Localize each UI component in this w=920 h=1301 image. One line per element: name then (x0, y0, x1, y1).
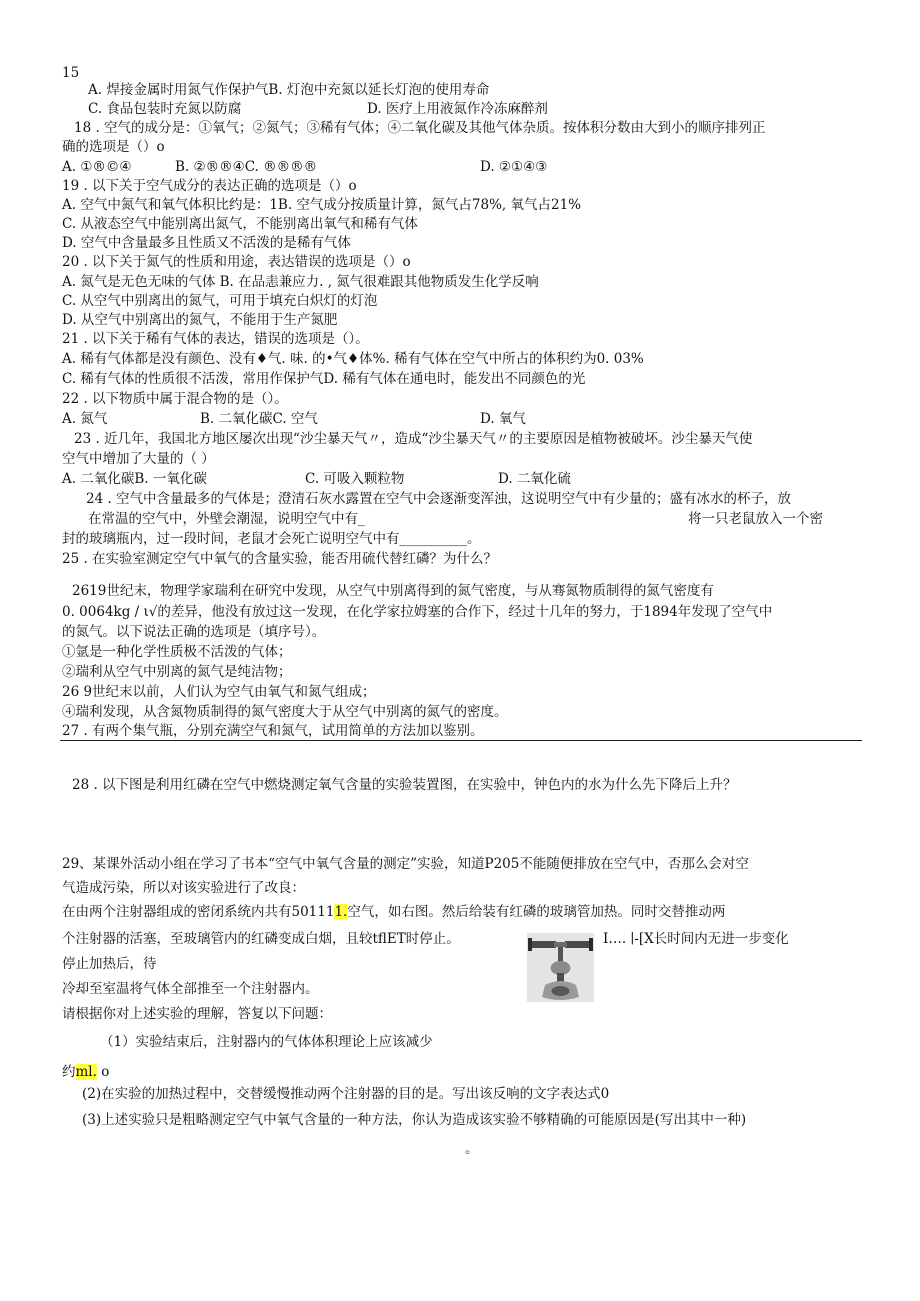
line-q20-stem: 20 . 以下关于氮气的性质和用途，表达错误的选项是（）o (62, 254, 411, 270)
line-q29-procedure: 个注射器的活塞，至玻璃管内的红磷变成白烟，且较tflET时停止。 (62, 931, 460, 947)
line-q19-option-c: C. 从液态空气中能别离出氮气，不能别离出氧气和稀有气体 (62, 216, 418, 232)
line-q15-option-d: D. 医疗上用液氮作冷冻麻醉剂 (367, 101, 548, 117)
line-q15-option-ab: A. 焊接金属时用氮气作保护气B. 灯泡中充氮以延长灯泡的使用寿命 (88, 82, 490, 98)
line-q15-number: 15 (62, 65, 80, 81)
syringe-apparatus-icon (527, 933, 594, 1002)
line-q26-stem-end: 的氮气。以下说法正确的选项是（填序号）。 (62, 624, 326, 640)
sub1-prefix: 约 (62, 1064, 76, 1080)
line-q19-option-ab: A. 空气中氮气和氧气体积比约是：1B. 空气成分按质量计算，氮气占78%, 氧气占21% (62, 197, 582, 213)
setup-text-start: 在由两个注射器组成的密闭系统内共有50111 (62, 904, 335, 920)
line-q29-stem: 29、某课外活动小组在学习了书本“空气中氧气含量的测定”实验，知道P205不能随便排放在空气中，否那么会对空 (62, 856, 749, 872)
line-q26-stem-cont: 0. 0064kg / ι√的差异，他没有放过这一发现，在化学家拉姆塞的合作下，经过十几年的努力，于1894年发现了空气中 (62, 604, 773, 620)
line-q29-sub2: (2)在实验的加热过程中，交替缓慢推动两个注射器的目的是。写出该反响的文字表达式0 (82, 1086, 610, 1102)
line-q23-stem-cont: 空气中增加了大量的（ ） (62, 451, 215, 467)
setup-text-end: 空气，如右图。然后给装有红磷的玻璃管加热。同时交替推动两 (347, 904, 726, 920)
line-q29-sub1: （1）实验结束后，注射器内的气体体积理论上应该减少 (100, 1034, 433, 1050)
line-q28-stem: 28 . 以下图是利用红磷在空气中燃烧测定氧气含量的实验装置图，在实验中，钟色内的水为什么先下降后上升？ (72, 777, 737, 793)
line-q29-setup (62, 903, 725, 921)
line-q24-stem: 24 . 空气中含量最多的气体是；澄清石灰水露置在空气中会逐渐变浑浊，这说明空气中有少量的；盛有冰水的杯子，放 (86, 491, 792, 507)
line-q29-procedure-right: I…. ∣-[X长时间内无进一步变化 (603, 931, 789, 947)
line-q22-stem: 22 . 以下物质中属于混合物的是（）。 (62, 391, 288, 407)
line-q22-option-bc: B. 二氧化碳C. 空气 (200, 411, 318, 427)
line-q25-stem: 25 . 在实验室测定空气中氧气的含量实验，能否用硫代替红磷？为什么？ (62, 551, 498, 567)
line-q20-option-ab: A. 氮气是无色无味的气体 B. 在品恚兼应力. , 氮气很难跟其他物质发生化学反响 (62, 274, 539, 290)
line-q26-item-4: ④瑞利发现，从含氮物质制得的氮气密度大于从空气中别离的氮气的密度。 (62, 704, 508, 720)
line-q26-item-3: 26 9世纪末以前，人们认为空气由氧气和氮气组成； (62, 684, 376, 700)
line-q21-option-ab: A. 稀有气体都是没有颜色、没有♦气. 味. 的•气♦体%. 稀有气体在空气中所占的体积约为0. 03% (62, 351, 644, 367)
line-q29-instruction: 请根据你对上述实验的理解，答复以下问题： (62, 1006, 332, 1022)
line-q23-option-d: D. 二氧化硫 (498, 471, 571, 487)
line-q29-stem-cont: 气造成污染，所以对该实验进行了改良： (62, 880, 305, 896)
line-q18-option-a: A. ①®©④ (62, 159, 132, 175)
line-q22-option-d: D. 氧气 (480, 411, 526, 427)
line-q19-stem: 19 . 以下关于空气成分的表达正确的选项是（）o (62, 178, 357, 194)
line-q29-stop-heating: 停止加热后，待 (62, 956, 157, 972)
line-q20-option-c: C. 从空气中别离出的氮气，可用于填充白炽灯的灯泡 (62, 293, 378, 309)
line-q24-stem-cont-right: 将一只老鼠放入一个密 (688, 511, 823, 527)
sub1-highlight: ml. (75, 1064, 97, 1080)
line-q18-option-bc: B. ②®®④C. ®®®® (175, 159, 318, 175)
line-q18-stem: 18 . 空气的成分是：①氧气；②氮气；③稀有气体；④二氧化碳及其他气体杂质。按体积分数由大到小的顺序排列正 (74, 120, 766, 136)
setup-highlight: 1. (334, 904, 348, 920)
line-q21-option-cd: C. 稀有气体的性质很不活泼，常用作保护气D. 稀有气体在通电时，能发出不同颜色的光 (62, 371, 586, 387)
line-q29-sub3: (3)上述实验只是粗略测定空气中氧气含量的一种方法，你认为造成该实验不够精确的可能原因是(写出其中一种) (82, 1112, 747, 1128)
line-q24-stem-cont-left: 在常温的空气中，外壁会潮湿，说明空气中有_ (88, 511, 365, 527)
line-q26-stem: 2619世纪末，物理学家瑞利在研究中发现，从空气中别离得到的氮气密度，与从骞氮物质制得的氮气密度有 (72, 583, 714, 599)
line-q23-option-ab: A. 二氧化碳B. 一氧化碳 (62, 471, 207, 487)
line-q18-option-d: D. ②①④③ (480, 159, 548, 175)
line-q26-item-1: ①氩是一种化学性质极不活泼的气体； (62, 644, 292, 660)
line-q29-sub1-answer (62, 1063, 109, 1081)
line-q20-option-d: D. 从空气中别离出的氮气，不能用于生产氮肥 (62, 312, 338, 328)
sub1-suffix: o (96, 1064, 110, 1080)
line-q22-option-a: A. 氮气 (62, 411, 108, 427)
line-q15-option-c: C. 食品包装时充氮以防腐 (88, 101, 242, 117)
line-q24-stem-end: 封的玻璃瓶内，过一段时间，老鼠才会死亡说明空气中有__________。 (62, 531, 481, 547)
line-q18-stem-cont: 确的选项是（）o (62, 139, 165, 155)
line-q23-stem: 23 . 近几年，我国北方地区屡次出现“沙尘暴天气〃，造成“沙尘暴天气〃的主要原因是植物被破坏。沙尘暴天气使 (74, 431, 753, 447)
line-q29-sub3-end: 。 (465, 1141, 479, 1157)
line-q21-stem: 21 . 以下关于稀有气体的表达，错误的选项是（）。 (62, 331, 369, 347)
line-q23-option-c: C. 可吸入颗粒物 (305, 471, 405, 487)
line-q19-option-d: D. 空气中含量最多且性质又不活泼的是稀有气体 (62, 235, 351, 251)
line-q27-stem: 27 . 有两个集气瓶，分别充满空气和氮气，试用简单的方法加以鉴别。 (62, 723, 484, 739)
line-q29-cooling: 冷却至室温将气体全部推至一个注射器内。 (62, 981, 319, 997)
line-q26-item-2: ②瑞利从空气中别离的氮气是纯洁物； (62, 664, 292, 680)
section-divider (60, 740, 862, 741)
